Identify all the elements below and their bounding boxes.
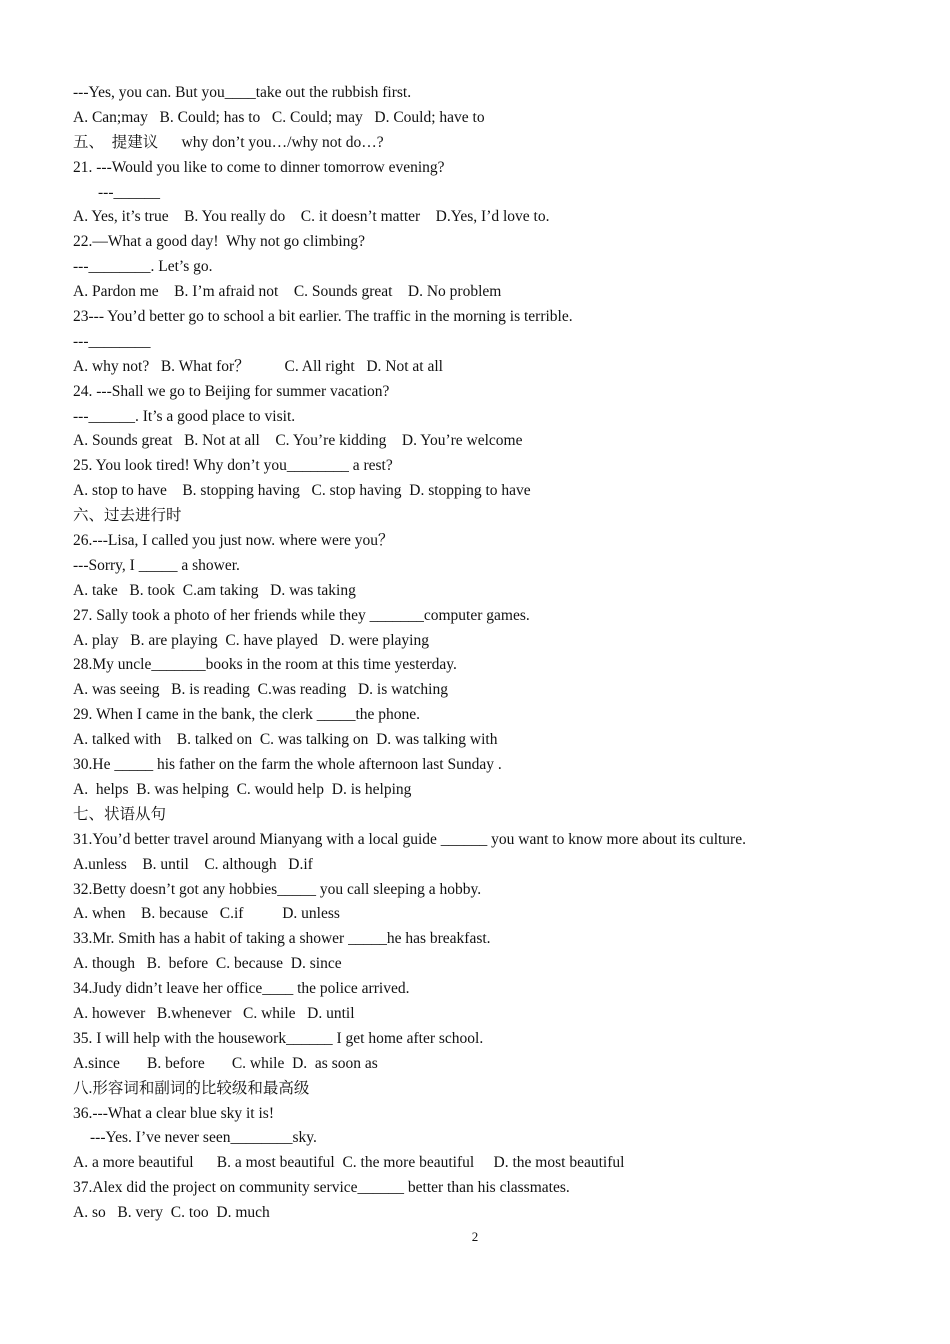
- answer-options: A. stop to have B. stopping having C. stop having D. stopping to have: [73, 482, 531, 500]
- question-37: 37.Alex did the project on community service______ better than his classmates.: [73, 1179, 570, 1197]
- answer-blank: ---______. It’s a good place to visit.: [73, 407, 296, 425]
- answer-blank: ---________. Let’s go.: [73, 258, 213, 276]
- section-heading: 八.形容词和副词的比较级和最高级: [73, 1079, 310, 1097]
- section-heading: 七、状语从句: [73, 805, 167, 823]
- question-24: 24. ---Shall we go to Beijing for summer vacation?: [73, 382, 390, 400]
- page-number: 2: [471, 1229, 479, 1244]
- answer-options: A. play B. are playing C. have played D. were playing: [73, 631, 429, 649]
- question-35: 35. I will help with the housework______ I get home after school.: [73, 1029, 484, 1047]
- answer-options: A. Pardon me B. I’m afraid not C. Sounds great D. No problem: [73, 283, 502, 301]
- question-22: 22.—What a good day! Why not go climbing?: [73, 233, 366, 251]
- answer-options: A. Sounds great B. Not at all C. You’re kidding D. You’re welcome: [73, 432, 523, 450]
- question-31: 31.You’d better travel around Mianyang with a local guide ______ you want to know more about its culture.: [73, 830, 746, 848]
- answer-options: A. when B. because C.if D. unless: [73, 905, 340, 923]
- answer-options: A. talked with B. talked on C. was talking on D. was talking with: [73, 731, 498, 749]
- answer-options: A. however B.whenever C. while D. until: [73, 1004, 355, 1022]
- question-25: 25. You look tired! Why don’t you________ a rest?: [73, 457, 393, 475]
- answer-options: A. why not? B. What for？ C. All right D. Not at all: [73, 357, 443, 375]
- answer-blank: ---________: [73, 332, 151, 350]
- answer-options: A. helps B. was helping C. would help D. is helping: [73, 780, 412, 798]
- question-32: 32.Betty doesn’t got any hobbies_____ you call sleeping a hobby.: [73, 880, 482, 898]
- question-34: 34.Judy didn’t leave her office____ the police arrived.: [73, 980, 410, 998]
- answer-options: A.unless B. until C. although D.if: [73, 855, 313, 873]
- section-heading: 五、 提建议 why don’t you…/why not do…?: [73, 133, 384, 151]
- answer-blank: ---______: [98, 183, 160, 201]
- answer-options: A. take B. took C.am taking D. was taking: [73, 581, 356, 599]
- section-heading: 六、过去进行时: [73, 507, 182, 525]
- question-23: 23--- You’d better go to school a bit earlier. The traffic in the morning is terrible.: [73, 308, 573, 326]
- answer-options: A. Can;may B. Could; has to C. Could; may D. Could; have to: [73, 108, 485, 126]
- question-36: 36.---What a clear blue sky it is!: [73, 1104, 274, 1122]
- answer-options: A. a more beautiful B. a most beautiful C. the more beautiful D. the most beautiful: [73, 1154, 625, 1172]
- question-21: 21. ---Would you like to come to dinner tomorrow evening?: [73, 158, 445, 176]
- question-27: 27. Sally took a photo of her friends while they _______computer games.: [73, 606, 530, 624]
- document-page: [73, 81, 893, 1226]
- answer-options: A.since B. before C. while D. as soon as: [73, 1054, 378, 1072]
- answer-options: A. so B. very C. too D. much: [73, 1204, 270, 1222]
- answer-options: A. Yes, it’s true B. You really do C. it doesn’t matter D.Yes, I’d love to.: [73, 208, 550, 226]
- answer-options: A. was seeing B. is reading C.was reading D. is watching: [73, 681, 448, 699]
- question-30: 30.He _____ his father on the farm the whole afternoon last Sunday .: [73, 756, 502, 774]
- question-26: 26.---Lisa, I called you just now. where were you？: [73, 532, 394, 550]
- text-line: ---Yes, you can. But you____take out the rubbish first.: [73, 84, 412, 101]
- question-28: 28.My uncle_______books in the room at this time yesterday.: [73, 656, 457, 674]
- answer-blank: ---Sorry, I _____ a shower.: [73, 556, 240, 574]
- answer-blank: ---Yes. I’ve never seen________sky.: [90, 1129, 317, 1147]
- question-29: 29. When I came in the bank, the clerk _____the phone.: [73, 706, 421, 724]
- answer-options: A. though B. before C. because D. since: [73, 955, 342, 973]
- question-33: 33.Mr. Smith has a habit of taking a shower _____he has breakfast.: [73, 930, 491, 948]
